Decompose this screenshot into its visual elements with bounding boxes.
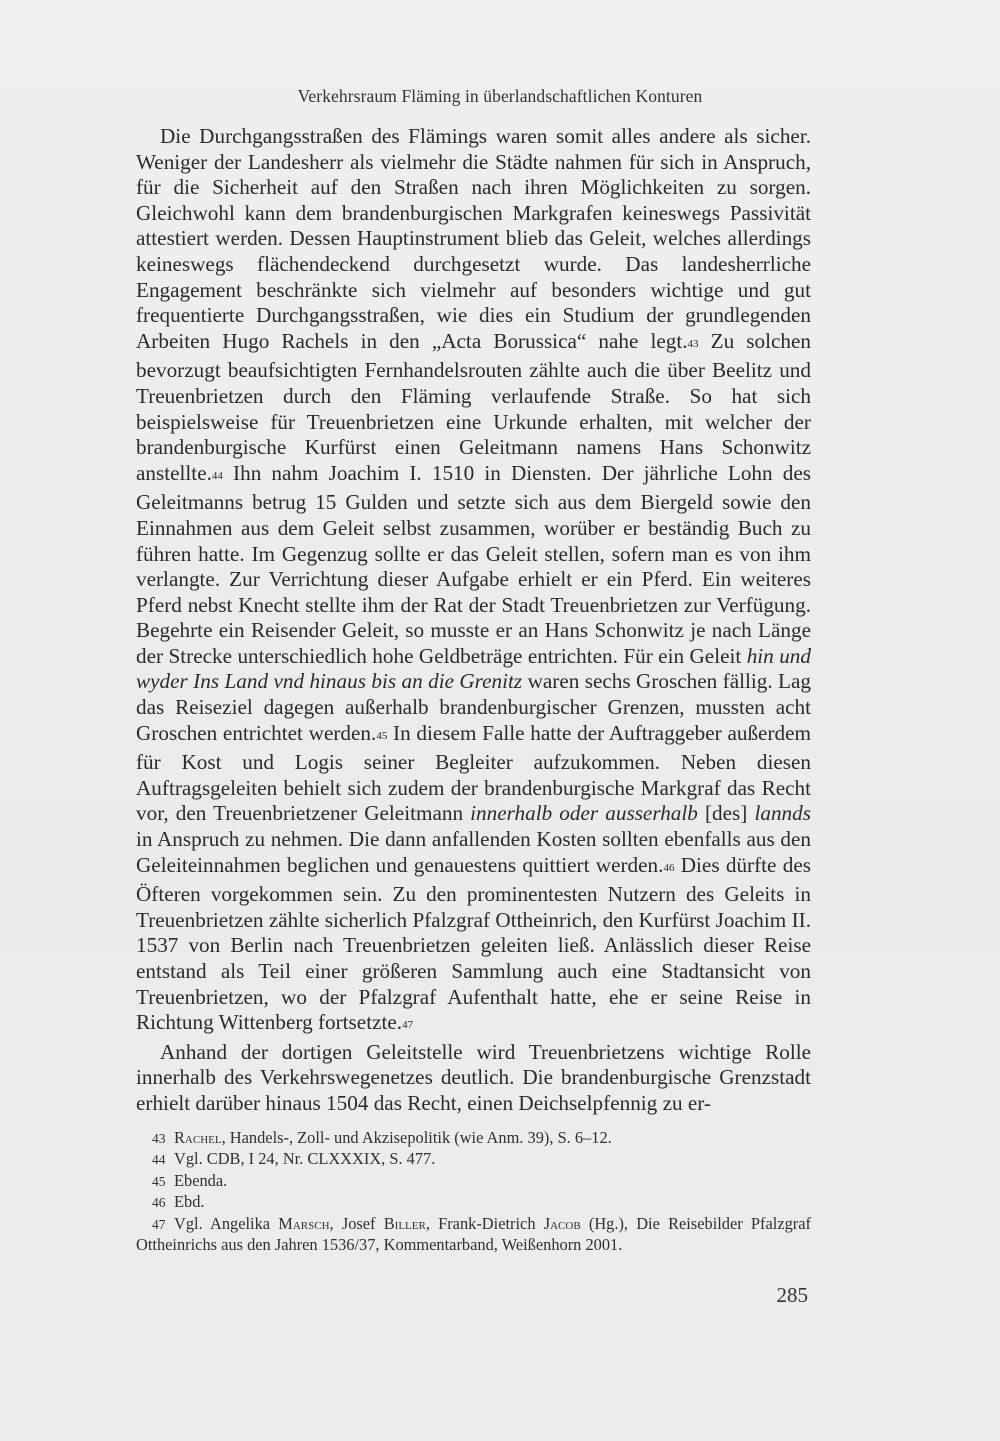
page-number: 285 bbox=[776, 1283, 808, 1307]
footnote-44 bbox=[136, 1149, 811, 1170]
author-name: Biller bbox=[383, 1213, 426, 1233]
quotation-italic: hin und wyder Ins Land vnd hinaus bis an die Grenitz bbox=[136, 643, 811, 694]
author-name: Rachel bbox=[174, 1128, 222, 1147]
footnote-text: Vgl. CDB, I 24, Nr. CLXXXIX, S. 477. bbox=[174, 1149, 436, 1169]
author-name: Jacob bbox=[543, 1213, 581, 1233]
quotation-italic: lannds bbox=[754, 801, 811, 826]
footnote-number: 45 bbox=[152, 1173, 166, 1189]
running-head: Verkehrsraum Fläming in überlandschaftlichen Konturen bbox=[297, 86, 703, 106]
author-name: Marsch bbox=[278, 1213, 330, 1233]
text-segment: waren sechs Groschen fällig. Lag das Reiseziel dagegen außerhalb brandenburgischer Grenzen, mussten acht Groschen entrichtet werden. bbox=[136, 669, 811, 745]
text-segment: Dies dürfte des Öfteren vorgekommen sein. Zu den prominentesten Nutzern des Geleits in Treuenbrietzen zählte sicherlich Pfalzgraf Ottheinrich, den Kurfürst Joachim II. 1537 von Berlin nach Treuenbrietzen geleiten ließ. Anlässlich dieser Reise entstand als Teil einer größeren Sammlung auch eine Stadtansicht von Treuenbrietzen, wo der Pfalzgraf Aufenthalt hatte, ehe er seine Reise in Richtung Wittenberg fortsetzte. bbox=[136, 852, 811, 1035]
text-segment: Ihn nahm Joachim I. 1510 in Diensten. Der jährliche Lohn des Geleitmanns betrug 15 Gulden und setzte sich aus dem Biergeld sowie den Einnahmen aus dem Geleit selbst zusammen, worüber er beständig Buch zu führen hatte. Im Gegenzug sollte er das Geleit stellen, sofern man es von ihm verlangte. Zur Verrichtung dieser Aufgabe erhielt er ein Pferd. Ein weiteres Pferd nebst Knecht stellte ihm der Rat der Stadt Treuenbrietzen zur Verfügung. Begehrte ein Reisender Geleit, so musste er an Hans Schonwitz je nach Länge der Strecke unterschiedlich hohe Geldbeträge entrichten. Für ein Geleit bbox=[136, 460, 811, 668]
footnote-45 bbox=[136, 1171, 811, 1192]
footnote-ref-47[interactable]: 47 bbox=[402, 1019, 414, 1032]
footnote-text: Vgl. Angelika bbox=[174, 1213, 279, 1233]
footnote-text: (Hg.), Die Reisebilder Pfalzgraf Ottheinrichs aus den Jahren 1536/37, Kommentarband, Weißenhorn 2001. bbox=[136, 1213, 811, 1255]
footnote-number: 44 bbox=[152, 1152, 166, 1168]
footnote-ref-44[interactable]: 44 bbox=[211, 469, 223, 482]
footnote-ref-45[interactable]: 45 bbox=[376, 729, 388, 742]
text-segment: Zu solchen bevorzugt beaufsichtigten Fernhandelsrouten zählte auch die über Beelitz und Treuenbrietzen durch den Fläming verlaufende Straße. So hat sich beispielsweise für Treuenbrietzen eine Urkunde erhalten, mit welcher der brandenburgische Kurfürst einen Geleitmann namens Hans Schonwitz anstellte. bbox=[136, 328, 811, 485]
footnote-43 bbox=[136, 1128, 811, 1149]
footnote-number: 47 bbox=[152, 1216, 166, 1232]
text-segment: [des] bbox=[697, 801, 755, 826]
footnote-number: 43 bbox=[152, 1131, 166, 1146]
text-segment: in Anspruch zu nehmen. Die dann anfallenden Kosten sollten ebenfalls aus den Geleiteinnahmen beglichen und genauestens quittiert werden. bbox=[136, 827, 811, 877]
footnote-ref-46[interactable]: 46 bbox=[663, 861, 675, 874]
footnote-text: , Handels-, Zoll- und Akzisepolitik (wie Anm. 39), S. 6–12. bbox=[221, 1128, 612, 1147]
body-text bbox=[136, 124, 811, 1117]
footnotes bbox=[136, 1128, 811, 1255]
footnote-text: Ebenda. bbox=[174, 1170, 228, 1190]
footnote-text: , Josef bbox=[329, 1213, 384, 1233]
footnote-46 bbox=[136, 1192, 811, 1213]
text-segment: In diesem Falle hatte der Auftraggeber außerdem für Kost und Logis seiner Begleiter aufzukommen. Neben diesen Auftragsgeleiten behielt sich zudem der brandenburgische Markgraf das Recht vor, den Treuenbrietzener Geleitmann bbox=[136, 720, 811, 826]
paragraph-1 bbox=[136, 124, 811, 1040]
footnote-47 bbox=[136, 1214, 811, 1256]
paragraph-2: Anhand der dortigen Geleitstelle wird Treuenbrietzens wichtige Rolle innerhalb des Verkehrswegenetzes deutlich. Die brandenburgische Grenzstadt erhielt darüber hinaus 1504 das Recht, einen Deichselpfennig zu er- bbox=[136, 1039, 811, 1115]
footnote-number: 46 bbox=[152, 1195, 166, 1211]
footnote-ref-43[interactable]: 43 bbox=[687, 337, 699, 350]
footnote-text: Ebd. bbox=[174, 1192, 205, 1212]
quotation-italic: innerhalb oder ausserhalb bbox=[470, 801, 698, 826]
footnote-text: , Frank-Dietrich bbox=[425, 1213, 544, 1233]
text-segment: Die Durchgangsstraßen des Flämings waren somit alles andere als sicher. Weniger der Landesherr als vielmehr die Städte nahmen für sich in Anspruch, für die Sicherheit auf den Straßen nach ihren Möglichkeiten zu sorgen. Gleichwohl kann dem brandenburgischen Markgrafen keineswegs Passivität attestiert werden. Dessen Hauptinstrument blieb das Geleit, welches allerdings keineswegs flächendeckend durchgesetzt wurde. Das landesherrliche Engagement beschränkte sich vielmehr auf besonders wichtige und gut frequentierte Durchgangsstraßen, wie dies ein Studium der grundlegenden Arbeiten Hugo Rachels in den „Acta Borussica“ nahe legt. bbox=[136, 124, 811, 353]
